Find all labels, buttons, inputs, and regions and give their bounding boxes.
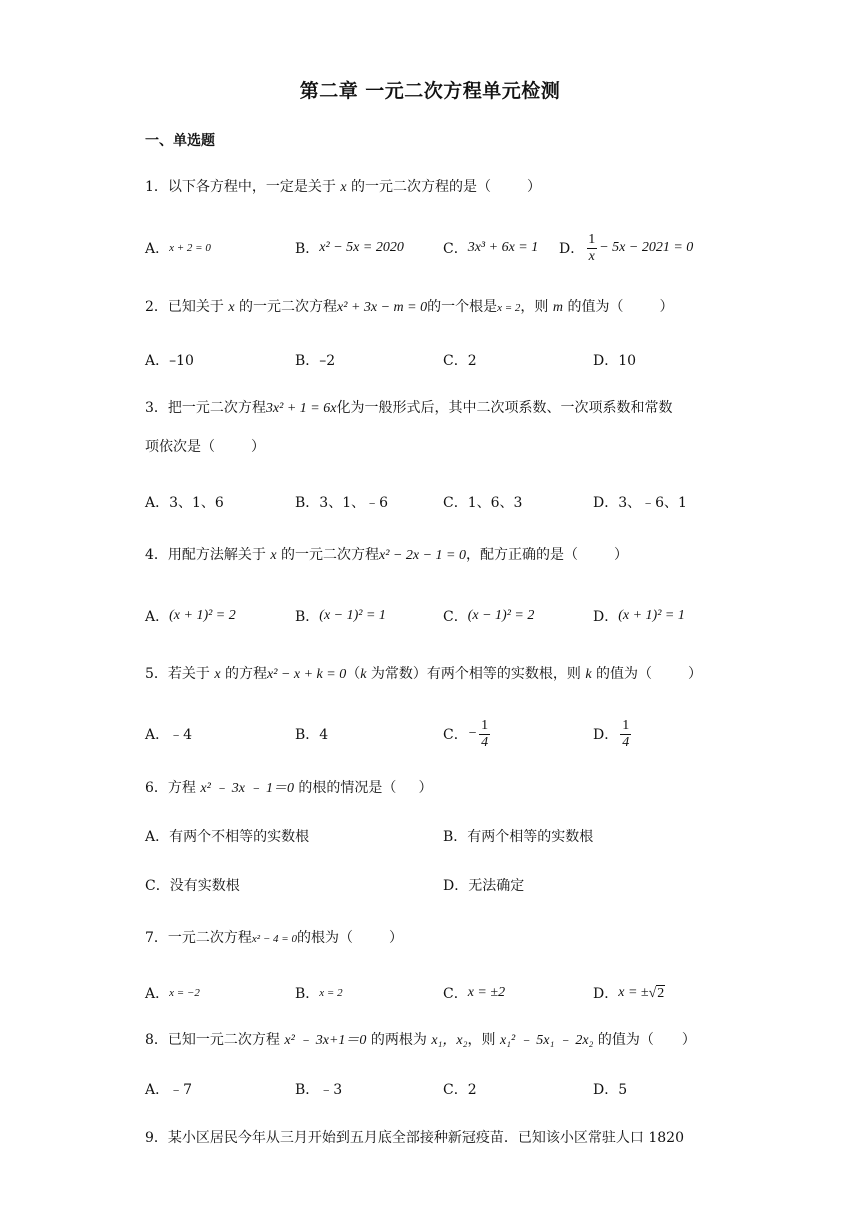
option-d[interactable]: D．10 [593,353,637,369]
question-3-line-1: 3．把一元二次方程3x² + 1 = 6x化为一般形式后，其中二次项系数、一次项系数和常数 [145,400,673,416]
option-d[interactable]: D． (x + 1)² = 1 [593,608,685,625]
option-c[interactable]: C． (x − 1)² = 2 [443,608,535,625]
option-a[interactable]: A． x = −2 [145,986,200,1002]
option-b[interactable]: B．有两个相等的实数根 [443,829,594,845]
option-d[interactable]: D． $\frac{1}{4}$ [593,717,630,750]
option-a[interactable]: A．3、1、6 [145,495,224,511]
option-b[interactable]: B．﹣3 [295,1082,343,1098]
question-6-options-row-1 [145,816,725,856]
option-b[interactable]: B．–2 [295,353,336,369]
question-6: 6．方程 x² ﹣ 3x ﹣ 1＝0 的根的情况是（ ） [145,780,433,796]
question-8: 8．已知一元二次方程 x² ﹣ 3x+1＝0 的两根为 x₁，x₂，则 x₁² ﹣ 5x₁ ﹣ 2x₂ 的值为（ ） [145,1032,696,1048]
question-6-options-row-2 [145,865,725,905]
fraction: $\frac{1}{x}$ [588,231,596,264]
question-1: 1．以下各方程中，一定是关于 x 的一元二次方程的是（ ） [145,179,542,195]
option-a[interactable]: A．–10 [145,353,194,369]
square-root: √ 2 [648,985,665,1001]
question-7: 7．一元二次方程x² − 4 = 0的根为（ ） [145,930,403,946]
option-c[interactable]: C． − $\frac{1}{4}$ [443,717,489,750]
question-7-options [145,973,725,1013]
question-3-line-2: 项依次是（ ） [145,439,265,455]
question-4: 4．用配方法解关于 x 的一元二次方程x² − 2x − 1 = 0，配方正确的是（ ） [145,547,628,563]
fraction: $\frac{1}{4}$ [481,717,489,750]
option-d[interactable]: D． $\frac{1}{x}$ − 5x − 2021 = 0 [559,231,694,264]
page-title: 第二章 一元二次方程单元检测 [299,80,561,102]
question-9: 9．某小区居民今年从三月开始到五月底全部接种新冠疫苗．已知该小区常驻人口 1820 [145,1130,684,1146]
option-a[interactable]: A．﹣7 [145,1082,193,1098]
question-5: 5．若关于 x 的方程x² − x + k = 0（k 为常数）有两个相等的实数根，则 k 的值为（ ） [145,666,703,682]
question-3-options [145,482,725,522]
question-2: 2．已知关于 x 的一元二次方程x² + 3x − m = 0的一个根是x = 2，则 m 的值为（ ） [145,299,674,315]
question-2-options [145,340,725,380]
option-b[interactable]: B． (x − 1)² = 1 [295,608,386,625]
option-d[interactable]: D．无法确定 [443,878,525,894]
option-c[interactable]: C．1、6、3 [443,495,523,511]
option-d[interactable]: D． x = ± √ 2 [593,985,665,1002]
option-a[interactable]: A． x + 2 = 0 [145,241,211,257]
option-b[interactable]: B． x = 2 [295,986,343,1002]
option-d[interactable]: D．5 [593,1082,628,1098]
section-heading: 一、单选题 [145,133,215,149]
option-b[interactable]: B．3、1、﹣6 [295,495,389,511]
option-c[interactable]: C．没有实数根 [145,878,240,894]
question-4-options [145,596,725,636]
option-c[interactable]: C．2 [443,353,477,369]
option-b[interactable]: B．4 [295,727,329,743]
question-5-options [145,714,725,754]
question-1-options [145,228,725,268]
option-c[interactable]: C． 3x³ + 6x = 1 [443,240,539,257]
option-d[interactable]: D．3、﹣6、1 [593,495,687,511]
option-c[interactable]: C． x = ±2 [443,985,506,1002]
option-a[interactable]: A．有两个不相等的实数根 [145,829,310,845]
option-a[interactable]: A．﹣4 [145,727,193,743]
fraction: $\frac{1}{4}$ [622,717,630,750]
option-b[interactable]: B． x² − 5x = 2020 [295,240,404,257]
question-8-options [145,1069,725,1109]
option-a[interactable]: A． (x + 1)² = 2 [145,608,236,625]
option-c[interactable]: C．2 [443,1082,477,1098]
